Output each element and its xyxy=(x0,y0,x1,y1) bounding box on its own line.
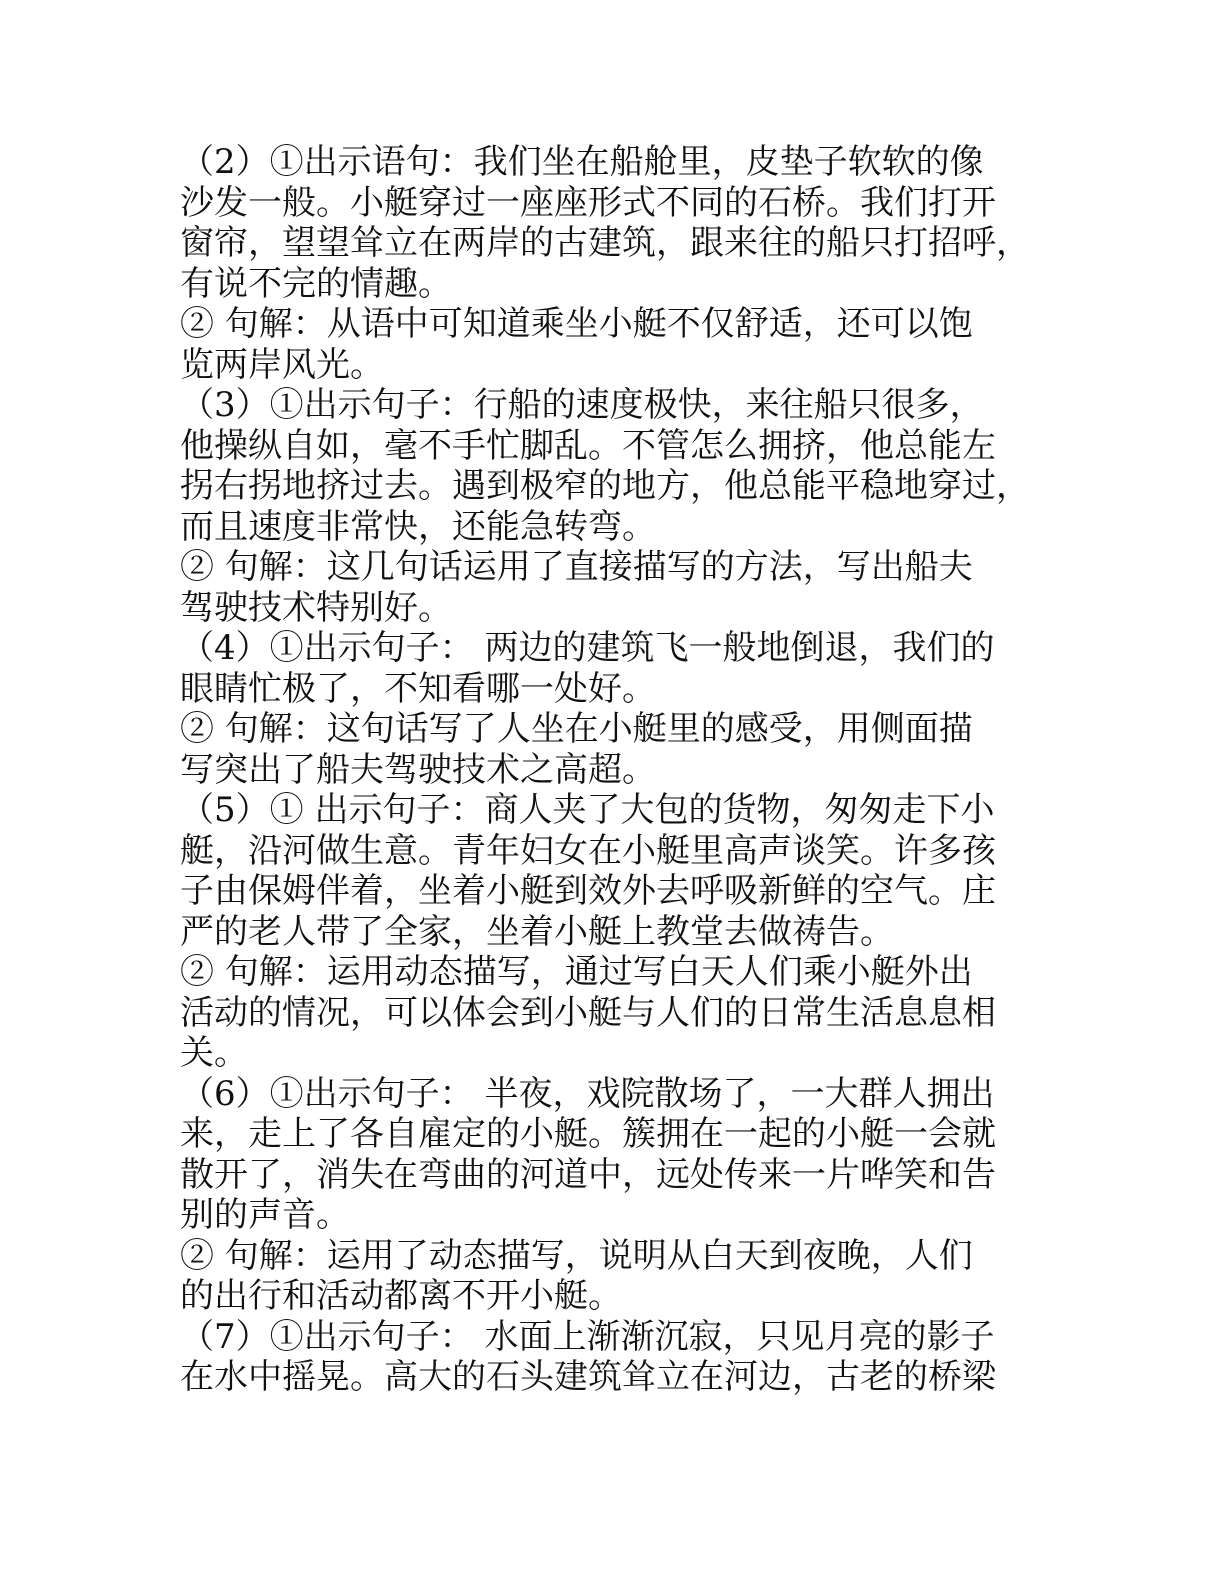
text-line: 他操纵自如，毫不手忙脚乱。不管怎么拥挤，他总能左 xyxy=(180,425,996,466)
document-page xyxy=(180,142,1040,1452)
text-line: ② 句解：这几句话运用了直接描写的方法，写出船夫 xyxy=(180,547,973,587)
text-line: 艇，沿河做生意。青年妇女在小艇里高声谈笑。许多孩 xyxy=(180,830,996,871)
text-line: ② 句解：运用动态描写，通过写白天人们乘小艇外出 xyxy=(180,952,973,992)
text-line: 窗帘，望望耸立在两岸的古建筑，跟来往的船只打招呼， xyxy=(180,223,1030,263)
text-line: 写突出了船夫驾驶技术之高超。 xyxy=(180,749,656,790)
text-line: ② 句解：这句话写了人坐在小艇里的感受，用侧面描 xyxy=(180,709,973,749)
text-line: （2）①出示语句：我们坐在船舱里，皮垫子软软的像 xyxy=(180,142,984,182)
text-line: 散开了，消失在弯曲的河道中，远处传来一片哗笑和告 xyxy=(180,1154,996,1195)
text-line: 别的声音。 xyxy=(180,1195,350,1235)
text-line: 眼睛忙极了，不知看哪一处好。 xyxy=(180,668,656,709)
text-line: （4）①出示句子： 两边的建筑飞一般地倒退，我们的 xyxy=(180,628,995,668)
text-line: 拐右拐地挤过去。遇到极窄的地方，他总能平稳地穿过， xyxy=(180,466,1030,506)
text-line: （7）①出示句子： 水面上渐渐沉寂，只见月亮的影子 xyxy=(180,1316,995,1357)
text-line: ② 句解：运用了动态描写，说明从白天到夜晚，人们 xyxy=(180,1235,973,1276)
text-line: 活动的情况，可以体会到小艇与人们的日常生活息息相 xyxy=(180,992,996,1033)
text-line: （6）①出示句子： 半夜，戏院散场了，一大群人拥出 xyxy=(180,1073,995,1114)
text-line: 而且速度非常快，还能急转弯。 xyxy=(180,506,656,547)
text-line: 沙发一般。小艇穿过一座座形式不同的石桥。我们打开 xyxy=(180,182,996,223)
text-line: 来，走上了各自雇定的小艇。簇拥在一起的小艇一会就 xyxy=(180,1114,996,1154)
text-line: 子由保姆伴着，坐着小艇到效外去呼吸新鲜的空气。庄 xyxy=(180,871,996,911)
text-line: 在水中摇晃。高大的石头建筑耸立在河边，古老的桥梁 xyxy=(180,1357,996,1397)
text-line: 关。 xyxy=(180,1033,248,1073)
text-line: （5）① 出示句子：商人夹了大包的货物，匆匆走下小 xyxy=(180,790,995,830)
text-line: 驾驶技术特别好。 xyxy=(180,587,452,628)
text-line: 有说不完的情趣。 xyxy=(180,263,452,304)
text-line: 严的老人带了全家，坐着小艇上教堂去做祷告。 xyxy=(180,911,894,952)
text-line: 的出行和活动都离不开小艇。 xyxy=(180,1276,622,1316)
text-line: 览两岸风光。 xyxy=(180,344,384,385)
text-line: ② 句解：从语中可知道乘坐小艇不仅舒适，还可以饱 xyxy=(180,304,973,344)
text-line: （3）①出示句子：行船的速度极快，来往船只很多， xyxy=(180,385,984,425)
